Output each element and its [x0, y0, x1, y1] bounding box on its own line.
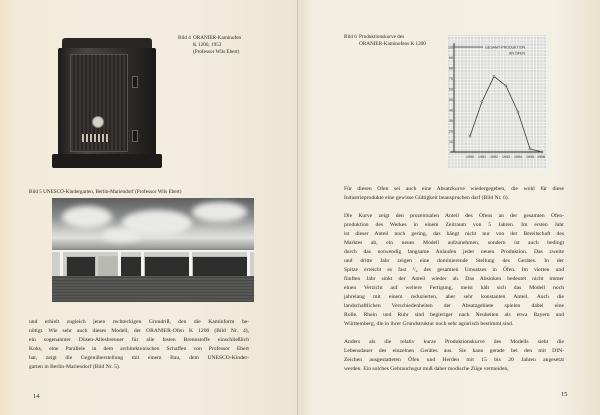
y-tick: 30 — [449, 118, 453, 123]
text-line: landschaftlichen Verschiedenheiten der Absatzgebiete spielen dabei eine — [344, 303, 564, 309]
figure-6-caption — [344, 34, 426, 48]
text-line: einen Verzicht auf weitere Fertigung, meist hält sich das Modell noch — [344, 285, 564, 291]
column — [247, 252, 250, 276]
data-point-marker — [481, 101, 483, 103]
y-tick: 90 — [449, 55, 453, 60]
page-number-left: 14 — [33, 393, 40, 400]
cloud — [62, 206, 112, 228]
y-tick: 10 — [449, 139, 453, 144]
x-tick: 1955 — [526, 155, 534, 159]
y-tick: 60 — [449, 87, 453, 92]
text-line: nötigt. Wie sehr auch dieses Modell, der ORANIER-Ofen K 1200 (Bild Nr. 4), — [29, 328, 249, 334]
data-point-marker — [493, 75, 495, 77]
figure-5-caption: Bild 5 UNESCO-Kindergarten, Berlin-Mariendorf (Professor Wils Ebert) — [29, 189, 182, 195]
figure-6-number: Bild 6 — [344, 34, 357, 40]
stove-base — [52, 154, 162, 168]
data-point-marker — [505, 85, 507, 87]
text-line: ist dieser Anteil noch gering, das hängt nicht nur von der Bereitschaft des — [344, 231, 564, 237]
figure-6-line1: Produktionskurve des — [359, 34, 405, 40]
y-tick: 80 — [449, 66, 453, 71]
reference-label-1: GESAMT-PRODUKTION — [485, 45, 526, 50]
data-point-marker — [529, 148, 531, 150]
text-line: Industrieprodukte eine gewisse Gültigkeit beanspruchen darf (Bild Nr. 6). — [344, 195, 509, 201]
cloud — [192, 202, 247, 222]
text-line: Koks, eine Parallele in dem architektonischen Schaffen von Professor Ebert — [29, 346, 249, 352]
text-line: ein sogenannter Düsen-Allesbrenner für alle festen Brennstoffe einschließlich — [29, 337, 249, 343]
window — [66, 256, 96, 277]
stove-dial-icon — [92, 116, 104, 128]
left-body-text — [29, 318, 249, 381]
column — [141, 252, 144, 276]
text-line: fünften Jahr sinkt der Anteil wieder ab. Das Absinken bedeutet nicht immer — [344, 276, 564, 282]
page-number-right: 15 — [561, 391, 568, 398]
x-tick: 1950 — [466, 155, 474, 159]
production-series-line — [470, 76, 542, 152]
text-line: Rolle. Rhein und Ruhr sind begieriger nach Neuheiten als etwa Bayern und — [344, 312, 564, 318]
paragraph-3 — [344, 338, 564, 374]
left-page — [0, 0, 298, 415]
column — [60, 252, 63, 276]
text-line: garten in Berlin-Mariendorf (Bild Nr. 5). — [29, 364, 121, 370]
figure-4-caption — [178, 35, 241, 56]
text-line: Die Kurve zeigt den prozentualen Anteil des Ofens an der gesamten Ofen- — [344, 213, 564, 219]
data-point-marker — [541, 151, 543, 153]
text-line: Anders als die relativ kurze Produktionskurve des Modells sieht die — [344, 339, 564, 345]
figure-4-line3: (Professor Wils Ebert) — [193, 49, 240, 55]
kindergarten-photo — [52, 198, 254, 302]
text-line: hat, zeigt die Gegenüberstellung mit einem Bau, dem UNESCO-Kinder- — [29, 355, 249, 361]
column — [189, 252, 192, 276]
y-tick: 70 — [449, 76, 453, 81]
text-line: und dritte Jahr zeigen eine dominierende Stellung des Gerätes. In der — [344, 258, 564, 264]
x-tick: 1952 — [490, 155, 498, 159]
data-point-markers — [469, 75, 543, 153]
lawn — [52, 276, 254, 302]
window — [120, 256, 142, 277]
text-line: und erhielt zugleich jenen rechteckigen Grundriß, den die Kaminform be- — [29, 319, 249, 325]
text-line: Württemberg, die in ihrer Grundstruktur noch sehr agrarisch bestimmt sind. — [344, 321, 514, 327]
column — [118, 252, 121, 276]
y-tick: 100 — [448, 45, 454, 50]
figure-4-line2: K 1200, 1953 — [193, 42, 222, 48]
y-tick: 40 — [449, 108, 453, 113]
y-tick: 50 — [449, 97, 453, 102]
stove-photo — [52, 38, 162, 173]
chart-svg — [447, 35, 547, 169]
x-tick: 1953 — [502, 155, 510, 159]
figure-6-line2: ORANIER-Kaminofens K 1200 — [359, 41, 426, 47]
window — [144, 256, 190, 277]
stove-handle-upper — [132, 76, 138, 88]
production-curve-chart — [447, 35, 547, 169]
x-tick: 1954 — [514, 155, 522, 159]
right-body-text — [344, 185, 564, 383]
text-line: durch das notwendig langsame Anlaufen jeder neuen Produktion. Das zweite — [344, 249, 564, 255]
paragraph-2 — [344, 212, 564, 329]
y-tick: 20 — [449, 129, 453, 134]
text-line: jahrelang mit einem reduzierten, aber sehr konstanten Anteil. Auch die — [344, 294, 564, 300]
text-line: Lebensdauer des einzelnen Gerätes aus. Sie kann gerade bei den mit DIN- — [344, 348, 564, 354]
text-line: werden. Ein solches Gebrauchsgut muß daher modische Züge vermeiden, — [344, 366, 509, 372]
paragraph-1 — [344, 185, 564, 203]
window — [98, 256, 118, 277]
figure-4-line1: ORANIER-Kaminofen — [193, 35, 242, 41]
data-point-marker — [517, 111, 519, 113]
x-tick: 1951 — [478, 155, 486, 159]
data-point-marker — [469, 135, 471, 137]
text-line: Marktes ab, ein neues Modell aufzunehmen, sondern ist auch bedingt — [344, 240, 564, 246]
text-line: Für diesen Ofen sei auch eine Absatzkurve wiedergegeben, die wohl für diese — [344, 186, 564, 192]
cloud — [102, 228, 142, 242]
reference-label-2: AN ÖFEN — [509, 51, 525, 56]
stove-handle-lower — [132, 130, 138, 142]
text-line: produktion des Werkes in einem Zeitraum von 5 Jahren. Im ersten Jahr — [344, 222, 564, 228]
stove-grate — [82, 134, 110, 142]
window — [192, 256, 248, 277]
text-line: Zeichen ausgestatteten Öfen und Herden mit 15 bis 20 Jahren angesetzt — [344, 357, 564, 363]
figure-4-number: Bild 4 — [178, 35, 191, 41]
text-line: Spitze erreicht es fast ³/₄ des gesamten Umsatzes in Öfen. Im vierten und — [344, 267, 564, 273]
paragraph — [29, 318, 249, 372]
x-tick: 1956 — [537, 155, 545, 159]
